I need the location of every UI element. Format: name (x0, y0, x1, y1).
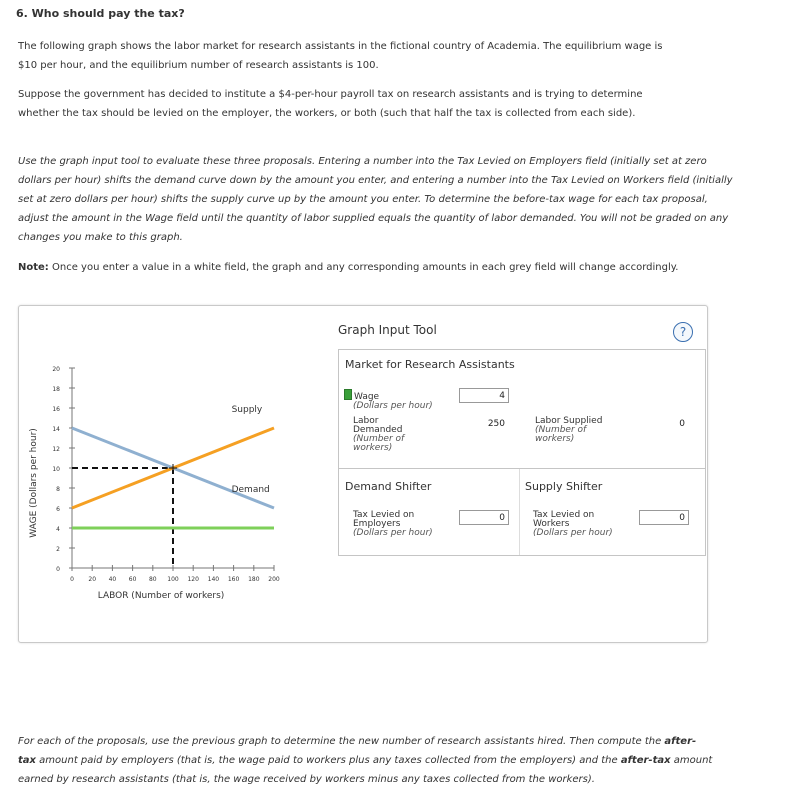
labor-supplied-label-group (535, 417, 602, 444)
shifter-box (338, 468, 706, 556)
y-tick-label: 10 (52, 466, 60, 473)
y-tick-label: 4 (56, 526, 60, 533)
outro-line-2d: amount (670, 755, 713, 766)
tax-employers-label-2: Employers (353, 519, 401, 529)
y-tick-label: 12 (52, 446, 60, 453)
intro-p1-line1: The following graph shows the labor market for research assistants in the fictional country of Academia. The equilibrium wage is (18, 41, 663, 52)
market-title: Market for Research Assistants (345, 358, 515, 371)
note-label: Note: (18, 262, 49, 273)
intro-p1-line2: $10 per hour, and the equilibrium number of research assistants is 100. (18, 60, 379, 71)
labor-demanded-value: 250 (459, 416, 509, 431)
outro-line-1 (18, 732, 778, 751)
x-tick-label: 180 (248, 576, 260, 583)
tax-workers-unit: (Dollars per hour) (533, 528, 613, 538)
labor-supplied-unit-2: workers) (535, 434, 575, 444)
y-axis-label: WAGE (Dollars per hour) (29, 428, 39, 538)
note-text: Once you enter a value in a white field, the graph and any corresponding amounts in each grey field will change accordingly. (48, 262, 679, 273)
outro-line-2b: amount paid by employers (that is, the wage paid to workers plus any taxes collected from the employers) and the (35, 755, 621, 766)
x-tick-label: 140 (207, 576, 220, 583)
shifter-divider (519, 469, 520, 555)
tax-employers-unit: (Dollars per hour) (353, 528, 433, 538)
intro-paragraph-1 (18, 37, 778, 75)
x-tick-label: 0 (70, 576, 74, 583)
outro-paragraph (18, 732, 778, 789)
outro-line-3: earned by research assistants (that is, the wage received by workers minus any taxes collected from the workers). (18, 774, 595, 785)
intro-p3-line3: set at zero dollars per hour) shifts the supply curve up by the amount you enter. To determine the before-tax wage for each tax proposal, (18, 194, 708, 205)
demand-curve-label: Demand (231, 485, 270, 495)
outro-line-2c: after-tax (620, 755, 671, 766)
question-title: 6. Who should pay the tax? (16, 7, 185, 20)
intro-p3-line1: Use the graph input tool to evaluate these three proposals. Entering a number into the Tax Levied on Employers field (initially set at zero (18, 156, 707, 167)
y-tick-label: 20 (52, 366, 60, 373)
wage-input[interactable]: 4 (459, 388, 509, 403)
intro-paragraph-2 (18, 85, 778, 123)
outro-line-2a: tax (18, 755, 36, 766)
outro-line-2 (18, 751, 778, 770)
x-tick-label: 60 (128, 576, 137, 583)
intro-p2-line2: whether the tax should be levied on the employer, the workers, or both (such that half the tax is collected from each side). (18, 108, 636, 119)
intro-paragraph-3 (18, 152, 778, 247)
x-tick-label: 200 (268, 576, 280, 583)
y-tick-label: 8 (56, 486, 60, 493)
intro-p3-line2: dollars per hour) shifts the demand curve down by the amount you enter, and entering a number into the Tax Levied on Workers field (initially (18, 175, 733, 186)
tax-workers-label-2: Workers (533, 519, 570, 529)
demand-shifter-title: Demand Shifter (345, 480, 432, 493)
y-tick-label: 2 (56, 546, 60, 553)
x-tick-label: 100 (167, 576, 179, 583)
x-tick-label: 120 (187, 576, 199, 583)
x-tick-label: 80 (148, 576, 157, 583)
note (18, 258, 778, 277)
wage-legend-swatch (344, 389, 352, 400)
labor-demanded-label-2: Demanded (353, 425, 403, 435)
graph-input-tool-title: Graph Input Tool (338, 323, 437, 337)
wage-label-group (344, 389, 433, 411)
tax-workers-input[interactable]: 0 (639, 510, 689, 525)
labor-demanded-unit-1: (Number of (353, 434, 405, 444)
x-axis-label: LABOR (Number of workers) (97, 591, 225, 601)
labor-market-graph[interactable] (22, 358, 292, 608)
tax-workers-label-1: Tax Levied on (533, 510, 595, 520)
x-tick-label: 160 (227, 576, 240, 583)
outro-line-1a: For each of the proposals, use the previous graph to determine the new number of research assistants hired. Then compute the (18, 736, 665, 747)
y-tick-label: 18 (52, 386, 60, 393)
y-tick-label: 14 (52, 426, 60, 433)
labor-supplied-unit-1: (Number of (535, 425, 587, 435)
tax-employers-label-group (353, 511, 433, 538)
supply-shifter-title: Supply Shifter (525, 480, 603, 493)
y-tick-label: 16 (52, 406, 60, 413)
tax-employers-label-1: Tax Levied on (353, 510, 415, 520)
tax-workers-label-group (533, 511, 613, 538)
help-icon[interactable]: ? (673, 322, 693, 342)
supply-curve-label: Supply (231, 405, 263, 415)
x-tick-label: 40 (108, 576, 117, 583)
intro-p3-line4: adjust the amount in the Wage field until the quantity of labor supplied equals the quantity of labor demanded. You will not be graded on any (18, 213, 729, 224)
outro-line-1b: after- (664, 736, 697, 747)
labor-supplied-label: Labor Supplied (535, 416, 603, 426)
intro-p3-line5: changes you make to this graph. (18, 232, 183, 243)
y-tick-label: 6 (56, 506, 60, 513)
equilibrium-marker (169, 464, 177, 472)
labor-demanded-unit-2: workers) (353, 443, 393, 453)
wage-label: Wage (354, 392, 380, 402)
market-box (338, 349, 706, 469)
intro-p2-line1: Suppose the government has decided to institute a $4-per-hour payroll tax on research assistants and is trying to determine (18, 89, 643, 100)
labor-supplied-value: 0 (639, 416, 689, 431)
labor-demanded-label-group (353, 417, 404, 453)
x-tick-label: 20 (88, 576, 97, 583)
y-tick-label: 0 (56, 566, 60, 573)
tax-employers-input[interactable]: 0 (459, 510, 509, 525)
wage-unit: (Dollars per hour) (353, 401, 433, 411)
labor-demanded-label-1: Labor (353, 416, 379, 426)
